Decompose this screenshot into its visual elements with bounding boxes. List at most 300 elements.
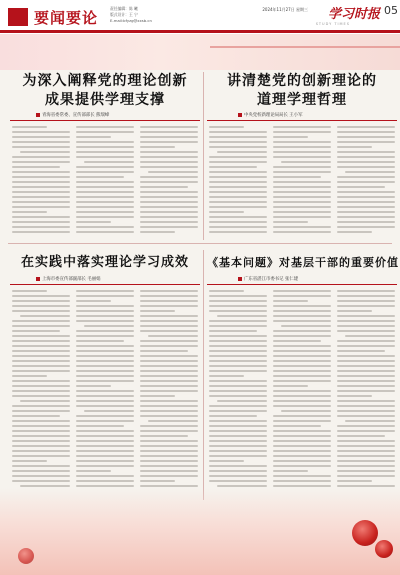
- body-text-line: [12, 370, 70, 372]
- body-text-line: [337, 186, 385, 188]
- body-text-line: [12, 201, 70, 203]
- body-text-line: [140, 375, 198, 377]
- body-text-line: [337, 226, 395, 228]
- body-text-line: [337, 191, 395, 193]
- byline-marker: [238, 113, 242, 117]
- body-text-line: [76, 485, 134, 487]
- body-text-line: [209, 221, 267, 223]
- body-text-line: [273, 295, 331, 297]
- body-text-line: [337, 136, 395, 138]
- byline-rule: [207, 120, 397, 121]
- editor-line: 责任编辑：陈 曦: [110, 6, 138, 11]
- body-text-line: [76, 460, 134, 462]
- body-text-line: [140, 136, 198, 138]
- body-text-line: [337, 310, 372, 312]
- body-text-line: [12, 355, 70, 357]
- body-text-line: [140, 201, 198, 203]
- title-line: 成果提供学理支撑: [45, 92, 165, 108]
- title-line: 在实践中落实理论学习成效: [20, 255, 189, 270]
- body-text-line: [140, 380, 198, 382]
- body-text-line: [12, 360, 70, 362]
- body-text-line: [337, 126, 395, 128]
- body-text-line: [209, 325, 267, 327]
- body-text-line: [337, 480, 372, 482]
- body-text-line: [140, 475, 198, 477]
- body-text-line: [273, 485, 331, 487]
- body-text-line: [273, 395, 331, 397]
- body-text-line: [76, 156, 134, 158]
- body-text-line: [76, 430, 134, 432]
- body-text-line: [140, 156, 198, 158]
- body-text-line: [12, 221, 70, 223]
- body-text-line: [337, 156, 395, 158]
- body-text-line: [12, 340, 70, 342]
- body-text-line: [209, 300, 267, 302]
- body-text-line: [209, 480, 267, 482]
- body-text-line: [337, 410, 395, 412]
- body-text-line: [209, 181, 267, 183]
- body-text-line: [337, 211, 395, 213]
- section-color-block: [8, 8, 28, 26]
- body-text-line: [209, 385, 267, 387]
- body-text-line: [140, 176, 198, 178]
- body-text-line: [273, 186, 331, 188]
- body-text-line: [140, 470, 198, 472]
- body-text-line: [273, 460, 331, 462]
- body-text-line: [337, 445, 395, 447]
- body-text-line: [84, 325, 134, 327]
- body-text-line: [273, 305, 331, 307]
- body-text-line: [76, 126, 134, 128]
- body-text-line: [217, 315, 267, 317]
- body-text-line: [76, 440, 134, 442]
- body-text-line: [337, 315, 395, 317]
- body-text-line: [140, 181, 198, 183]
- body-text-line: [76, 305, 134, 307]
- body-text-line: [12, 345, 70, 347]
- lantern-decoration: [375, 540, 393, 558]
- byline-text: 广东省湛江市委书记 张仁建: [244, 277, 299, 282]
- body-text-line: [140, 340, 198, 342]
- body-text-line: [337, 345, 395, 347]
- body-text-line: [337, 181, 395, 183]
- body-text-line: [12, 445, 70, 447]
- body-text-line: [209, 470, 267, 472]
- body-text-line: [273, 380, 331, 382]
- byline-rule: [10, 284, 200, 285]
- body-text-line: [140, 435, 188, 437]
- body-text-line: [273, 126, 331, 128]
- body-text-line: [140, 146, 175, 148]
- body-text-line: [337, 395, 372, 397]
- body-text-line: [12, 330, 60, 332]
- body-text-line: [209, 290, 244, 292]
- body-text-line: [76, 141, 134, 143]
- body-text-line: [140, 300, 198, 302]
- body-text-line: [140, 211, 198, 213]
- body-text-line: [345, 171, 395, 173]
- body-text-line: [273, 166, 331, 168]
- body-text-line: [140, 385, 198, 387]
- body-text-line: [273, 400, 331, 402]
- body-text-line: [273, 350, 331, 352]
- body-text-line: [337, 176, 395, 178]
- body-text-line: [209, 370, 267, 372]
- body-text-line: [337, 151, 395, 153]
- body-text-line: [209, 375, 244, 377]
- body-text-line: [273, 425, 321, 427]
- body-text-line: [76, 370, 134, 372]
- body-text-line: [12, 176, 70, 178]
- body-text-line: [337, 221, 395, 223]
- body-text-line: [148, 171, 198, 173]
- body-text-line: [273, 191, 331, 193]
- body-text-line: [76, 395, 134, 397]
- body-text-line: [140, 365, 198, 367]
- body-text-line: [209, 455, 267, 457]
- body-text-line: [209, 435, 267, 437]
- body-text-line: [140, 290, 198, 292]
- body-text-line: [337, 201, 395, 203]
- body-text-line: [217, 485, 267, 487]
- body-text-line: [337, 350, 385, 352]
- body-text-line: [12, 166, 60, 168]
- body-text-line: [76, 171, 134, 173]
- body-text-line: [273, 136, 308, 138]
- body-text-line: [140, 151, 198, 153]
- body-text-line: [209, 131, 267, 133]
- body-text-line: [273, 435, 331, 437]
- body-text-line: [76, 450, 134, 452]
- body-text-line: [140, 445, 198, 447]
- byline-marker: [36, 277, 40, 281]
- body-text-line: [209, 166, 257, 168]
- body-text-line: [12, 156, 70, 158]
- designer-line: 版式设计：王 宁: [110, 12, 138, 17]
- body-text-line: [76, 290, 134, 292]
- body-text-line: [12, 186, 70, 188]
- body-text-line: [273, 345, 331, 347]
- article-4-title[interactable]: [207, 254, 397, 272]
- body-text-line: [140, 295, 198, 297]
- body-text-line: [273, 181, 331, 183]
- body-text-line: [12, 425, 70, 427]
- column-divider: [203, 250, 204, 500]
- body-text-line: [209, 226, 267, 228]
- body-text-line: [337, 405, 395, 407]
- body-text-line: [76, 196, 134, 198]
- body-text-line: [140, 440, 198, 442]
- body-text-line: [337, 131, 395, 133]
- body-text-line: [209, 211, 244, 213]
- article-2-title[interactable]: [207, 72, 397, 110]
- body-text-line: [76, 475, 134, 477]
- body-text-line: [337, 435, 385, 437]
- body-text-line: [76, 435, 134, 437]
- body-text-line: [76, 330, 134, 332]
- body-text-line: [12, 295, 70, 297]
- body-text-line: [273, 141, 331, 143]
- body-text-line: [12, 410, 70, 412]
- body-text-line: [209, 310, 267, 312]
- body-text-line: [140, 480, 175, 482]
- body-text-line: [140, 196, 198, 198]
- body-text-line: [337, 450, 395, 452]
- body-text-line: [12, 470, 70, 472]
- body-text-line: [273, 335, 331, 337]
- body-text-line: [273, 226, 331, 228]
- body-text-line: [140, 455, 198, 457]
- body-text-line: [209, 156, 267, 158]
- body-text-line: [337, 320, 395, 322]
- body-text-line: [273, 196, 331, 198]
- title-line: 讲清楚党的创新理论的: [227, 73, 377, 89]
- body-text-line: [337, 370, 395, 372]
- body-text-line: [337, 400, 395, 402]
- body-text-line: [76, 380, 134, 382]
- body-text-line: [337, 415, 395, 417]
- body-text-line: [76, 425, 124, 427]
- body-text-line: [76, 355, 134, 357]
- body-text-line: [209, 196, 267, 198]
- body-text-line: [76, 221, 111, 223]
- body-text-line: [140, 141, 198, 143]
- body-text-line: [76, 480, 134, 482]
- body-text-line: [209, 395, 267, 397]
- body-text-line: [12, 310, 70, 312]
- body-text-line: [273, 231, 331, 233]
- body-text-line: [12, 385, 70, 387]
- body-text-line: [140, 330, 198, 332]
- body-text-line: [76, 131, 134, 133]
- body-text-line: [273, 300, 308, 302]
- body-text-line: [140, 191, 198, 193]
- body-text-line: [273, 221, 308, 223]
- body-text-line: [337, 231, 372, 233]
- body-text-line: [140, 405, 198, 407]
- body-text-line: [273, 370, 331, 372]
- body-text-line: [12, 146, 70, 148]
- body-text-line: [76, 420, 134, 422]
- body-text-line: [209, 186, 267, 188]
- body-text-line: [76, 315, 134, 317]
- article-4-body: [209, 290, 395, 490]
- body-text-line: [209, 305, 267, 307]
- body-text-line: [209, 420, 267, 422]
- issue-date: 2024年11月27日 星期三: [262, 7, 308, 12]
- body-text-line: [12, 161, 70, 163]
- body-text-line: [273, 171, 331, 173]
- body-text-line: [337, 460, 395, 462]
- body-text-line: [12, 365, 70, 367]
- body-text-line: [209, 176, 267, 178]
- byline-rule: [207, 284, 397, 285]
- byline-marker: [238, 277, 242, 281]
- body-text-line: [273, 440, 331, 442]
- article-3-byline: [36, 276, 100, 282]
- body-text-line: [140, 345, 198, 347]
- body-text-line: [76, 186, 134, 188]
- body-text-line: [337, 141, 395, 143]
- body-text-line: [140, 395, 175, 397]
- body-text-line: [12, 390, 70, 392]
- body-text-line: [140, 206, 198, 208]
- body-text-line: [273, 320, 331, 322]
- body-text-line: [209, 360, 267, 362]
- body-text-line: [209, 146, 267, 148]
- body-text-line: [140, 410, 198, 412]
- body-text-line: [76, 365, 134, 367]
- body-text-line: [140, 460, 198, 462]
- article-3-body: [12, 290, 198, 490]
- body-text-line: [12, 375, 47, 377]
- body-text-line: [209, 425, 267, 427]
- article-1-byline: [36, 112, 109, 118]
- body-text-line: [140, 166, 198, 168]
- body-text-line: [273, 365, 331, 367]
- body-text-line: [12, 131, 70, 133]
- article-1-title[interactable]: [10, 72, 200, 110]
- body-text-line: [76, 350, 134, 352]
- body-text-line: [337, 360, 395, 362]
- body-text-line: [209, 161, 267, 163]
- body-text-line: [345, 335, 395, 337]
- body-text-line: [209, 460, 244, 462]
- body-text-line: [12, 380, 70, 382]
- header-rule: [0, 30, 400, 33]
- body-text-line: [273, 355, 331, 357]
- body-text-line: [209, 320, 267, 322]
- body-text-line: [345, 420, 395, 422]
- decorative-stripe: [210, 46, 400, 48]
- body-text-line: [209, 445, 267, 447]
- body-text-line: [281, 410, 331, 412]
- body-text-line: [209, 335, 267, 337]
- body-text-line: [12, 435, 70, 437]
- body-text-line: [273, 480, 331, 482]
- body-text-line: [337, 380, 395, 382]
- body-text-line: [209, 340, 267, 342]
- body-text-line: [337, 325, 395, 327]
- masthead: [0, 0, 400, 34]
- body-text-line: [76, 335, 134, 337]
- body-text-line: [76, 216, 134, 218]
- byline-text: 青海省委常委、宣传部部长 熊瑞峰: [42, 113, 110, 118]
- body-text-line: [209, 330, 257, 332]
- paper-tagline: STUDY TIMES: [315, 22, 350, 26]
- body-text-line: [12, 475, 70, 477]
- article-2-body: [209, 126, 395, 236]
- column-divider: [203, 72, 204, 240]
- body-text-line: [140, 360, 198, 362]
- body-text-line: [140, 131, 198, 133]
- body-text-line: [209, 206, 267, 208]
- body-text-line: [140, 390, 198, 392]
- body-text-line: [76, 231, 134, 233]
- body-text-line: [12, 181, 70, 183]
- body-text-line: [273, 216, 331, 218]
- body-text-line: [273, 156, 331, 158]
- body-text-line: [140, 161, 198, 163]
- body-text-line: [76, 201, 134, 203]
- decorative-footer: [0, 488, 400, 575]
- body-text-line: [76, 320, 134, 322]
- body-text-line: [209, 216, 267, 218]
- section-title: 要闻要论: [34, 9, 99, 27]
- body-text-line: [140, 325, 198, 327]
- body-text-line: [76, 206, 134, 208]
- body-text-line: [12, 405, 70, 407]
- body-text-line: [140, 231, 175, 233]
- page-number: 05: [384, 4, 398, 17]
- body-text-line: [76, 136, 111, 138]
- body-text-line: [12, 196, 70, 198]
- body-text-line: [209, 295, 267, 297]
- body-text-line: [148, 420, 198, 422]
- body-text-line: [337, 355, 395, 357]
- body-text-line: [337, 375, 395, 377]
- body-text-line: [337, 166, 395, 168]
- body-text-line: [84, 410, 134, 412]
- body-text-line: [209, 345, 267, 347]
- body-text-line: [273, 470, 308, 472]
- body-text-line: [337, 385, 395, 387]
- body-text-line: [209, 191, 267, 193]
- body-text-line: [337, 390, 395, 392]
- body-text-line: [273, 445, 331, 447]
- body-text-line: [337, 330, 395, 332]
- body-text-line: [76, 166, 134, 168]
- body-text-line: [273, 390, 331, 392]
- body-text-line: [337, 300, 395, 302]
- email-line: E-mail:bfyzg@xxsb.cn: [110, 18, 152, 23]
- article-3-title[interactable]: [10, 254, 200, 272]
- body-text-line: [337, 216, 395, 218]
- body-text-line: [76, 310, 134, 312]
- body-text-line: [84, 161, 134, 163]
- body-text-line: [12, 305, 70, 307]
- body-text-line: [140, 430, 198, 432]
- editor-info: [110, 6, 210, 24]
- body-text-line: [20, 151, 70, 153]
- body-text-line: [76, 465, 134, 467]
- body-text-line: [140, 221, 198, 223]
- body-text-line: [217, 400, 267, 402]
- body-text-line: [12, 325, 70, 327]
- body-text-line: [12, 226, 70, 228]
- body-text-line: [273, 465, 331, 467]
- body-text-line: [209, 450, 267, 452]
- body-text-line: [209, 141, 267, 143]
- body-text-line: [76, 415, 134, 417]
- body-text-line: [12, 206, 70, 208]
- body-text-line: [337, 161, 395, 163]
- body-text-line: [12, 290, 47, 292]
- body-text-line: [140, 355, 198, 357]
- body-text-line: [76, 226, 134, 228]
- body-text-line: [12, 395, 70, 397]
- body-text-line: [209, 410, 267, 412]
- body-text-line: [76, 455, 134, 457]
- body-text-line: [209, 380, 267, 382]
- body-text-line: [12, 455, 70, 457]
- body-text-line: [281, 161, 331, 163]
- body-text-line: [209, 405, 267, 407]
- body-text-line: [209, 350, 267, 352]
- article-2-byline: [238, 112, 302, 118]
- body-text-line: [337, 206, 395, 208]
- title-line: 《基本问题》对基层干部的重要价值: [207, 256, 399, 269]
